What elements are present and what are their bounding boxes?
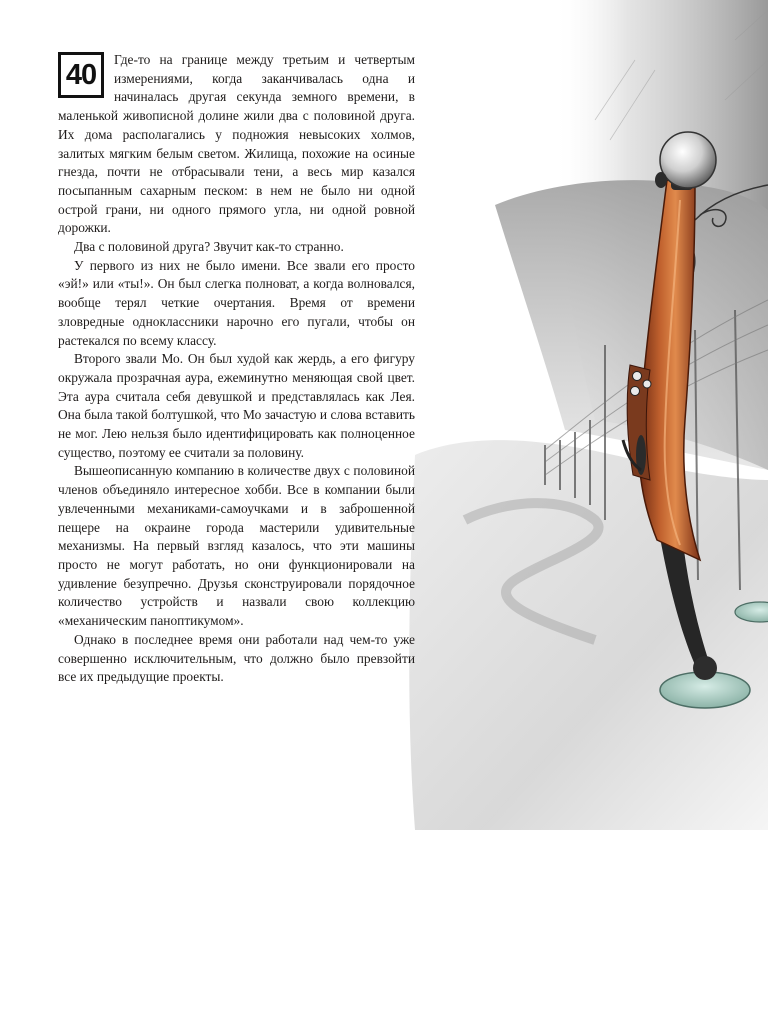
paragraph-3: У первого из них не было имени. Все звали его просто «эй!» или «ты!». Он был слегка полноват, а когда волновался, вообще терял четкие очертания. Время от времени зловредные одноклассники нарочно его пугали, чтобы он растекался по всему классу. — [58, 257, 415, 348]
paragraph-1: Где-то на границе между третьим и четвертым измерениями, когда заканчивалась одна и начиналась другая секунда земного времени, в маленькой живописной долине жили два с половиной друга. Их дома располагались у подножия невысоких холмов, залитых мягким белым светом. Жилища, похожие на осиные гнезда, почти не отбрасывали тени, а весь мир казался посыпанным сахарным песком: в нем не было ни одной острой грани, ни одного прямого угла, ни одной ровной дорожки. — [58, 52, 415, 236]
mechanical-character-illustration — [395, 0, 768, 830]
paragraph-2: Два с половиной друга? Звучит как-то странно. — [74, 239, 344, 255]
page-number: 40 — [58, 52, 104, 98]
illustration — [395, 0, 768, 830]
paragraph-6: Однако в последнее время они работали над чем-то уже совершенно исключительным, что должно было превзойти все их предыдущие проекты. — [58, 631, 415, 685]
paragraph-4: Второго звали Мо. Он был худой как жердь, а его фигуру окружала прозрачная аура, ежеминутно меняющая свой цвет. Эта аура считала себя девушкой и представлялась как Лея. Она была такой болтушкой, что Мо зачастую и слова вставить не мог. Лею нельзя было идентифицировать как полноценное существо, поэтому ее считали за половину. — [58, 351, 415, 460]
paragraph-5: Вышеописанную компанию в количестве двух с половиной членов объединяло интересное хобби. Все в компании были увлеченными механиками-самоучками и в заброшенной пещере на окраине города мастерили удивительные механизмы. На первый взгляд казалось, что эти машины просто не могут работать, но они функционировали на удивление безупречно. Друзья сконструировали порядочное количество устройств и назвали свою коллекцию «механическим паноптикумом». — [58, 463, 415, 629]
text-column — [58, 51, 415, 687]
